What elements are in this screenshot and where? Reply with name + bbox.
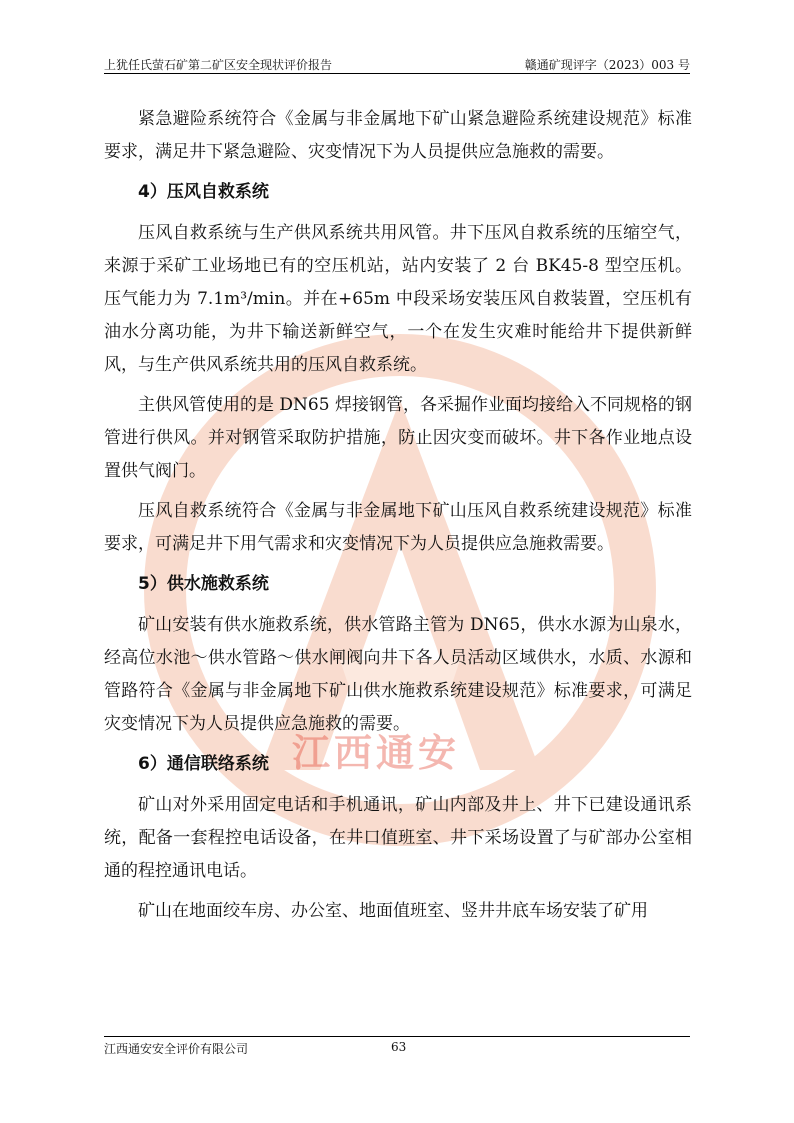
heading-communication-system: 6）通信联络系统 <box>138 754 269 774</box>
page-number: 63 <box>391 1040 407 1054</box>
footer-company-name: 江西通安安全评价有限公司 <box>104 1042 249 1056</box>
report-number-header: 赣通矿现评字（2023）003 号 <box>524 58 690 72</box>
paragraph-communication: 矿山对外采用固定电话和手机通讯，矿山内部及井上、井下已建设通讯系统，配备一套程控电话设备，在井口值班室、井下采场设置了与矿部办公室相通的程控通讯电话。 <box>104 795 692 881</box>
report-title-header: 上犹任氏萤石矿第二矿区安全现状评价报告 <box>104 58 333 72</box>
paragraph-compressed-air-source: 压风自救系统与生产供风系统共用风管。井下压风自救系统的压缩空气，来源于采矿工业场地已有的空压机站，站内安装了 2 台 BK45-8 型空压机。压气能力为 7.1m³/min。并在+65m 中段采场安装压风自救装置，空压机有油水分离功能，为井下输送新鲜空气，一个在发生灾难时能给井下提供新鲜风，与生产供风系统共用的压风自救系统。 <box>104 223 692 375</box>
paragraph-air-pipe: 主供风管使用的是 DN65 焊接钢管，各采掘作业面均接给入不同规格的钢管进行供风。并对钢管采取防护措施，防止因灾变而破坏。井下各作业地点设置供气阀门。 <box>104 395 692 481</box>
heading-water-supply-rescue: 5）供水施救系统 <box>138 574 269 594</box>
paragraph-air-compliance: 压风自救系统符合《金属与非金属地下矿山压风自救系统建设规范》标准要求，可满足井下用气需求和灾变情况下为人员提供应急施救需要。 <box>104 501 692 554</box>
page-footer <box>104 1037 690 1057</box>
paragraph-water-supply: 矿山安装有供水施救系统，供水管路主管为 DN65，供水水源为山泉水，经高位水池～供水管路～供水闸阀向井下各人员活动区域供水，水质、水源和管路符合《金属与非金属地下矿山供水施救系统建设规范》标准要求，可满足灾变情况下为人员提供应急施救的需要。 <box>104 615 692 734</box>
paragraph-communication-continued: 矿山在地面绞车房、办公室、地面值班室、竖井井底车场安装了矿用 <box>138 901 648 921</box>
header-divider <box>104 73 690 74</box>
heading-compressed-air-rescue: 4）压风自救系统 <box>138 182 269 202</box>
seal-stamp-text: 江西通安 <box>292 731 461 775</box>
document-body <box>104 103 692 935</box>
page-header <box>104 52 690 74</box>
paragraph-emergency-refuge: 紧急避险系统符合《金属与非金属地下矿山紧急避险系统建设规范》标准要求，满足井下紧急避险、灾变情况下为人员提供应急施救的需要。 <box>104 109 692 162</box>
